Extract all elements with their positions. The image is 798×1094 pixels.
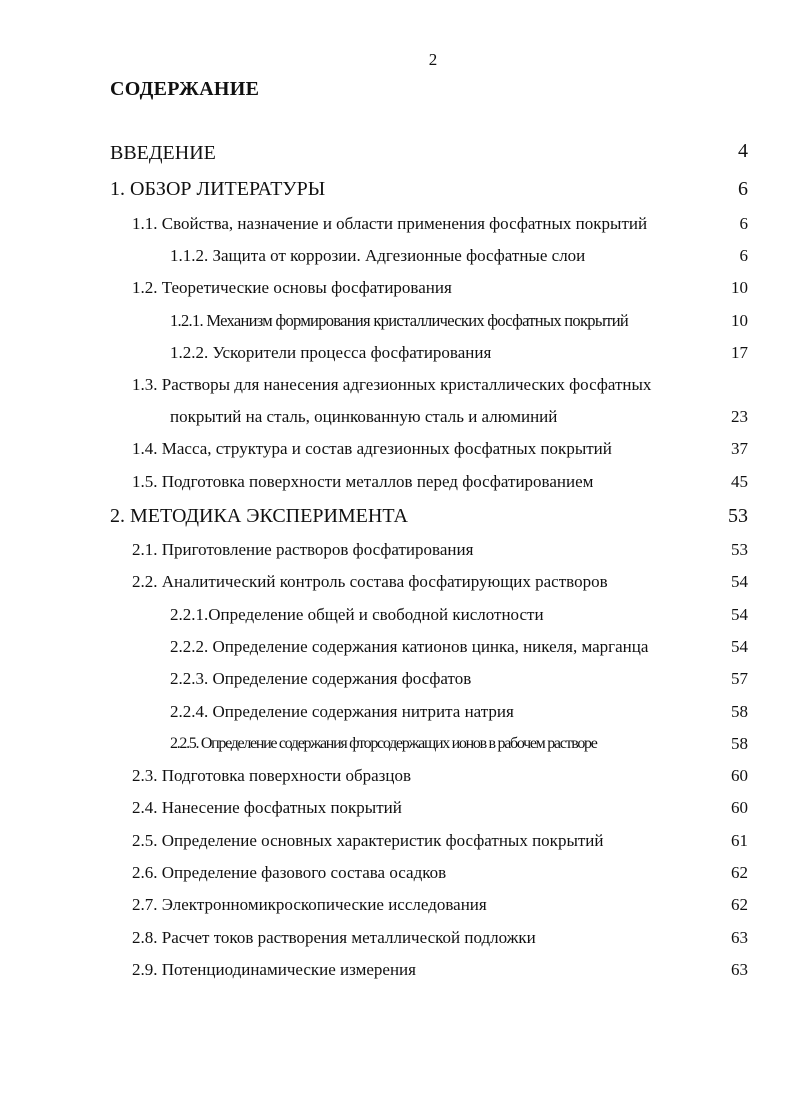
toc-entry-label: 2.2.4. Определение содержания нитрита натрия [170,702,514,721]
toc-entry-page: 17 [731,343,748,362]
toc-entry-1-5 [0,471,798,503]
toc-entry-page: 53 [728,505,748,527]
toc-entry-label: 2.2.1.Определение общей и свободной кислотности [170,605,544,624]
toc-entry-label: 2.2.2. Определение содержания катионов цинка, никеля, марганца [170,637,649,656]
toc-entry-page: 62 [731,863,748,882]
toc-entry-2-4 [0,797,798,829]
toc-entry-introduction [0,140,798,172]
toc-entry-1-3 [0,374,798,406]
toc-entry-label: 1. ОБЗОР ЛИТЕРАТУРЫ [110,178,326,200]
toc-entry-page: 61 [731,831,748,850]
toc-entry-1-2 [0,277,798,309]
toc-entry-label: 1.3. Растворы для нанесения адгезионных кристаллических фосфатных [132,375,652,394]
toc-entry-2-5 [0,830,798,862]
toc-entry-label: 1.1. Свойства, назначение и области применения фосфатных покрытий [132,214,648,233]
toc-entry-page: 6 [739,214,748,233]
toc-entry-label: 2.8. Расчет токов растворения металлической подложки [132,928,536,947]
toc-entry-2-2-5 [0,733,798,765]
toc-entry-page: 60 [731,798,748,817]
toc-entry-2-6 [0,862,798,894]
toc-entry-label: 1.1.2. Защита от коррозии. Адгезионные фосфатные слои [170,246,586,265]
toc-entry-label: 2.3. Подготовка поверхности образцов [132,766,411,785]
toc-entry-1-3-continued [0,406,798,438]
toc-entry-label: 2.2.3. Определение содержания фосфатов [170,669,472,688]
toc-entry-2-8 [0,927,798,959]
toc-entry-page: 57 [731,669,748,688]
toc-entry-label: 1.2. Теоретические основы фосфатирования [132,278,452,297]
toc-entry-chapter-2 [0,503,798,535]
toc-entry-1-2-1 [0,310,798,342]
toc-entry-page: 37 [731,439,748,458]
toc-entry-page: 63 [731,960,748,979]
toc-entry-page: 58 [731,734,748,753]
toc-entry-page: 6 [738,178,748,200]
toc-entry-label: покрытий на сталь, оцинкованную сталь и алюминий [170,407,558,426]
toc-entry-2-2-2 [0,636,798,668]
toc-entry-page: 10 [731,311,748,330]
toc-entry-page: 45 [731,472,748,491]
toc-entry-page: 54 [731,605,748,624]
toc-entry-page: 60 [731,766,748,785]
toc-entry-2-7 [0,894,798,926]
toc-entry-label: 2.6. Определение фазового состава осадков [132,863,447,882]
toc-entry-label: 2. МЕТОДИКА ЭКСПЕРИМЕНТА [110,505,408,527]
toc-entry-label: 2.7. Электронномикроскопические исследования [132,895,487,914]
toc-entry-label: 2.5. Определение основных характеристик фосфатных покрытий [132,831,604,850]
toc-entry-1-4 [0,438,798,470]
toc-entry-label: 2.4. Нанесение фосфатных покрытий [132,798,402,817]
toc-entry-label: 1.5. Подготовка поверхности металлов перед фосфатированием [132,472,594,491]
toc-entry-2-2 [0,571,798,603]
toc-entry-page: 54 [731,637,748,656]
toc-entry-1-2-2 [0,342,798,374]
toc-entry-page: 54 [731,572,748,591]
toc-entry-2-1 [0,539,798,571]
toc-entry-page: 4 [738,140,748,162]
toc-entry-page: 63 [731,928,748,947]
toc-entry-2-9 [0,959,798,991]
toc-entry-page: 62 [731,895,748,914]
toc-entry-2-2-1 [0,604,798,636]
page-number: 2 [428,50,438,69]
toc-entry-page: 58 [731,702,748,721]
toc-entry-label: 2.2.5. Определение содержания фторсодержащих ионов в рабочем растворе [170,735,597,752]
toc-entry-label: 2.1. Приготовление растворов фосфатирования [132,540,474,559]
toc-entry-label: 2.2. Аналитический контроль состава фосфатирующих растворов [132,572,608,591]
toc-entry-2-2-3 [0,668,798,700]
toc-entry-1-1-2 [0,245,798,277]
toc-entry-label: ВВЕДЕНИЕ [110,142,216,164]
toc-entry-page: 23 [731,407,748,426]
toc-entry-1-1 [0,213,798,245]
toc-entry-page: 53 [731,540,748,559]
page-title: СОДЕРЖАНИЕ [110,78,260,100]
toc-entry-label: 1.2.1. Механизм формирования кристаллических фосфатных покрытий [170,311,629,330]
toc-entry-page: 10 [731,278,748,297]
toc-entry-chapter-1 [0,176,798,208]
toc-entry-page: 6 [739,246,748,265]
toc-entry-2-2-4 [0,701,798,733]
toc-entry-2-3 [0,765,798,797]
toc-entry-label: 1.4. Масса, структура и состав адгезионных фосфатных покрытий [132,439,612,458]
toc-entry-label: 1.2.2. Ускорители процесса фосфатирования [170,343,492,362]
toc-entry-label: 2.9. Потенциодинамические измерения [132,960,416,979]
